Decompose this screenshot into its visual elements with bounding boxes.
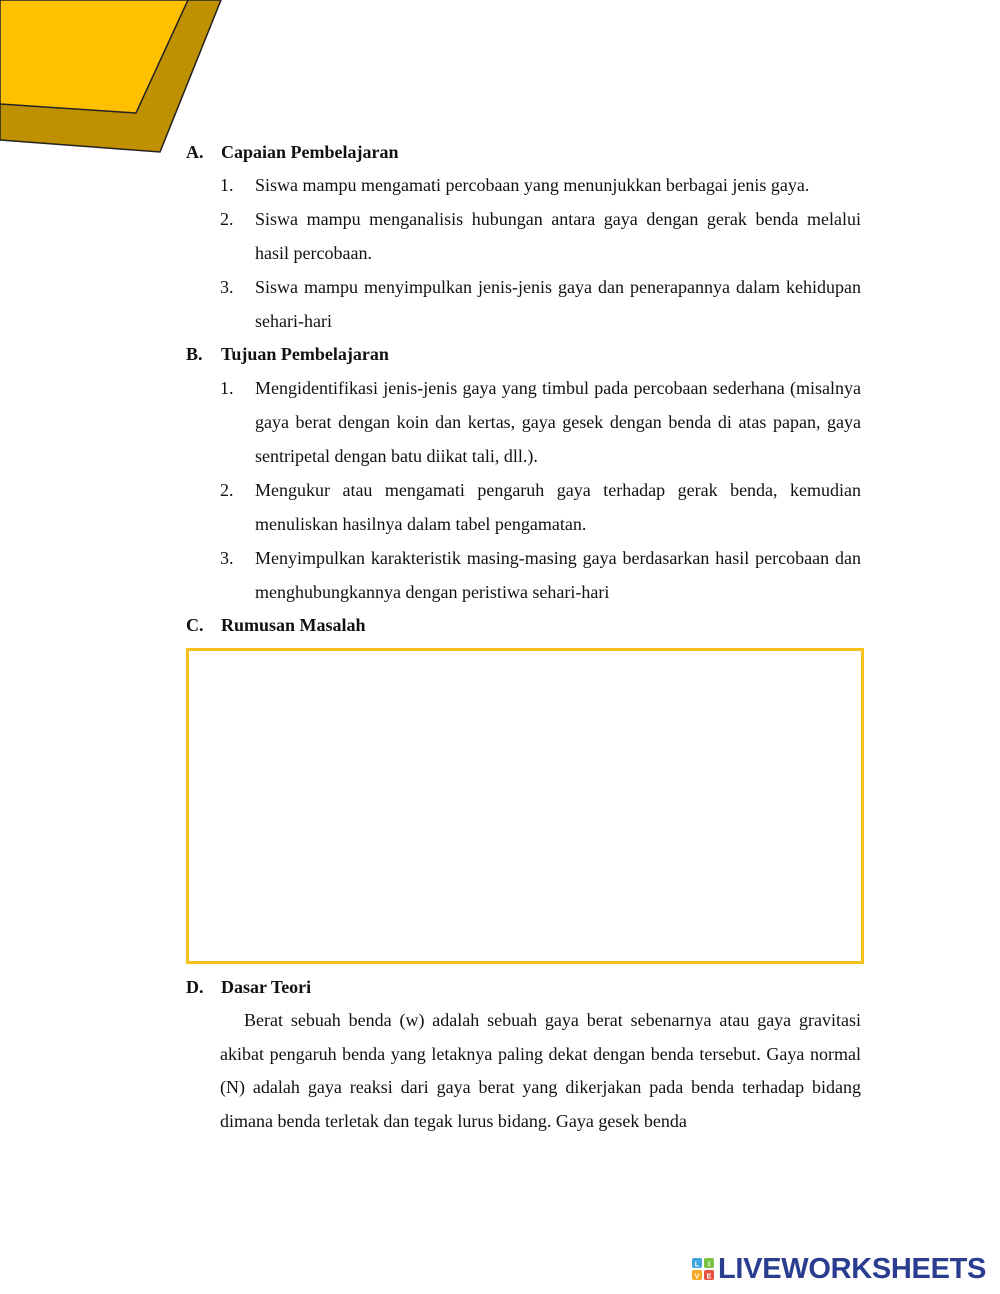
section-b-heading (186, 344, 389, 364)
list-item (220, 371, 861, 473)
logo-mark-letter: E (706, 1271, 712, 1280)
item-text: Menyimpulkan karakteristik masing-masing gaya berdasarkan hasil percobaan dan menghubungkannya dengan peristiwa sehari-hari (255, 548, 861, 602)
liveworksheets-logo (692, 1252, 986, 1286)
item-number: 3. (220, 548, 234, 568)
list-item (220, 202, 861, 270)
section-b-letter: B. (186, 344, 203, 364)
liveworksheets-logo-icon (692, 1258, 714, 1280)
rumusan-masalah-answer-box[interactable] (186, 648, 864, 964)
list-item (220, 270, 861, 338)
item-text: Siswa mampu menganalisis hubungan antara gaya dengan gerak benda melalui hasil percobaan. (255, 209, 861, 263)
logo-mark-letter: L (694, 1259, 700, 1269)
item-number: 1. (220, 175, 234, 195)
section-b-title: Tujuan Pembelajaran (221, 344, 389, 364)
section-c-heading (186, 615, 366, 635)
section-d-heading (186, 977, 311, 997)
corner-decoration (0, 0, 230, 160)
section-c-title: Rumusan Masalah (221, 615, 366, 635)
section-d-letter: D. (186, 977, 204, 997)
liveworksheets-logo-text: LIVEWORKSHEETS (718, 1252, 987, 1285)
item-text: Siswa mampu mengamati percobaan yang menunjukkan berbagai jenis gaya. (255, 175, 810, 195)
section-c-letter: C. (186, 615, 204, 635)
item-text: Siswa mampu menyimpulkan jenis-jenis gaya dan penerapannya dalam kehidupan sehari-hari (255, 277, 861, 331)
item-number: 2. (220, 209, 234, 229)
logo-mark-letter: I (707, 1259, 711, 1269)
section-a-heading (186, 142, 399, 162)
item-number: 2. (220, 480, 234, 500)
logo-mark-letter: V (694, 1271, 700, 1280)
item-text: Mengidentifikasi jenis-jenis gaya yang timbul pada percobaan sederhana (misalnya gaya berat dengan koin dan kertas, gaya gesek dengan benda di atas papan, gaya sentripetal dengan batu diikat tali, dll.). (255, 378, 861, 466)
list-item (220, 541, 861, 609)
list-item (220, 473, 861, 541)
section-a-title: Capaian Pembelajaran (221, 142, 399, 162)
section-a-letter: A. (186, 142, 204, 162)
item-number: 3. (220, 277, 234, 297)
dasar-teori-paragraph: Berat sebuah benda (w) adalah sebuah gaya berat sebenarnya atau gaya gravitasi akibat pengaruh benda yang letaknya paling dekat dengan benda tersebut. Gaya normal (N) adalah gaya reaksi dari gaya berat yang dikerjakan pada benda terhadap bidang dimana benda terletak dan tegak lurus bidang. Gaya gesek benda (220, 1010, 861, 1131)
list-item (220, 168, 861, 202)
item-number: 1. (220, 378, 234, 398)
item-text: Mengukur atau mengamati pengaruh gaya terhadap gerak benda, kemudian menuliskan hasilnya dalam tabel pengamatan. (255, 480, 861, 534)
section-d-title: Dasar Teori (221, 977, 312, 997)
